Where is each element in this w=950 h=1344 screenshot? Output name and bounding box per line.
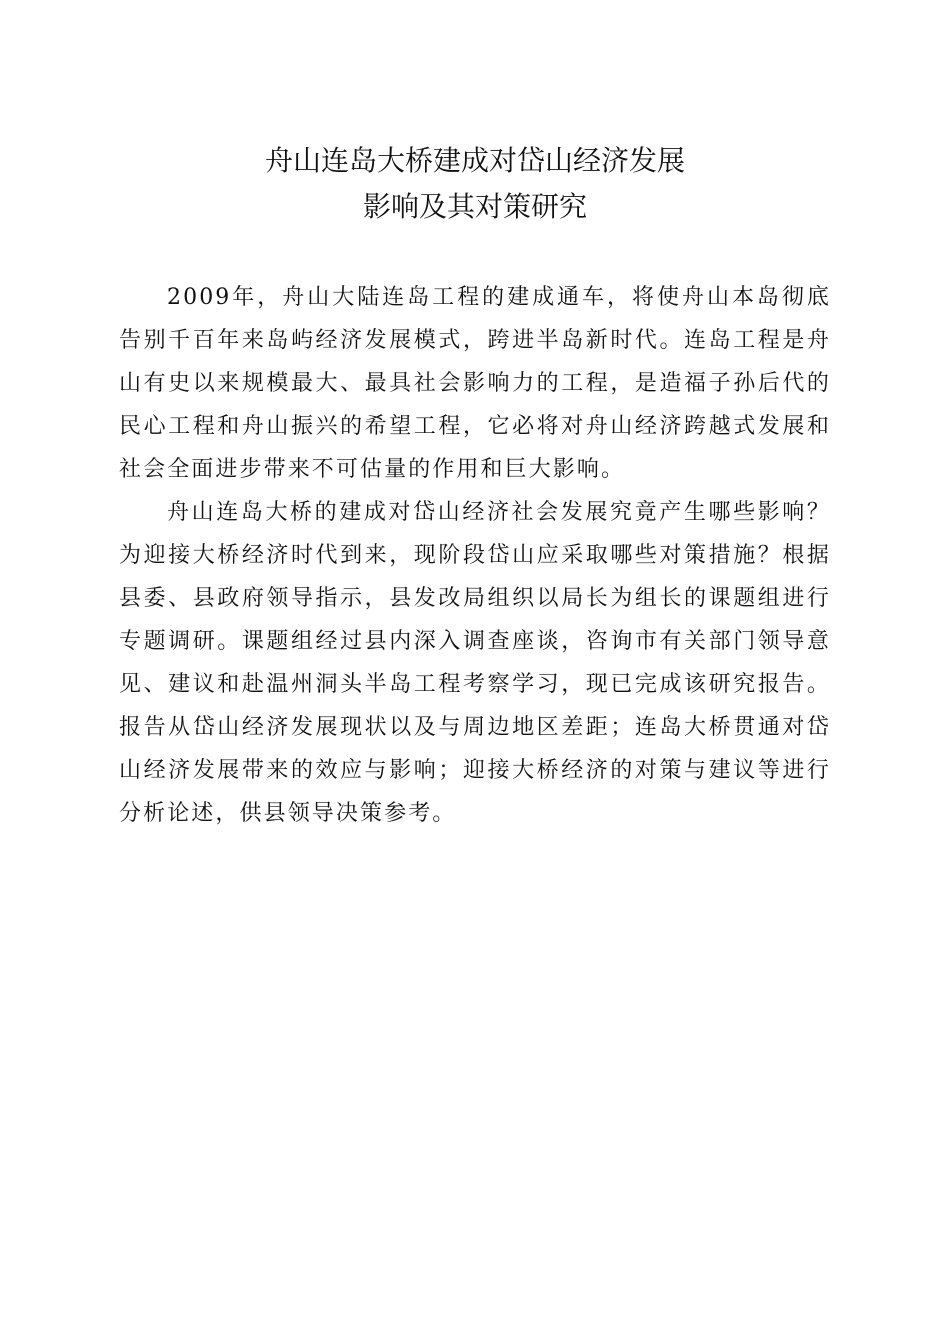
paragraph-2: 舟山连岛大桥的建成对岱山经济社会发展究竟产生哪些影响？为迎接大桥经济时代到来，现阶段岱山应采取哪些对策措施？根据县委、县政府领导指示，县发改局组织以局长为组长的课题组进行专题调研。课题组经过县内深入调查座谈，咨询市有关部门领导意见、建议和赴温州洞头半岛工程考察学习，现已完成该研究报告。报告从岱山经济发展现状以及与周边地区差距；连岛大桥贯通对岱山经济发展带来的效应与影响；迎接大桥经济的对策与建议等进行分析论述，供县领导决策参考。 [119, 500, 831, 826]
paragraph-1: 2009年，舟山大陆连岛工程的建成通车，将使舟山本岛彻底告别千百年来岛屿经济发展模式，跨进半岛新时代。连岛工程是舟山有史以来规模最大、最具社会影响力的工程，是造福子孙后代的民心工程和舟山振兴的希望工程，它必将对舟山经济跨越式发展和社会全面进步带来不可估量的作用和巨大影响。 [119, 285, 831, 482]
document-body [119, 276, 831, 835]
title-line-1: 舟山连岛大桥建成对岱山经济发展 [264, 144, 685, 177]
document-title [0, 138, 950, 230]
title-line-2: 影响及其对策研究 [362, 190, 587, 223]
